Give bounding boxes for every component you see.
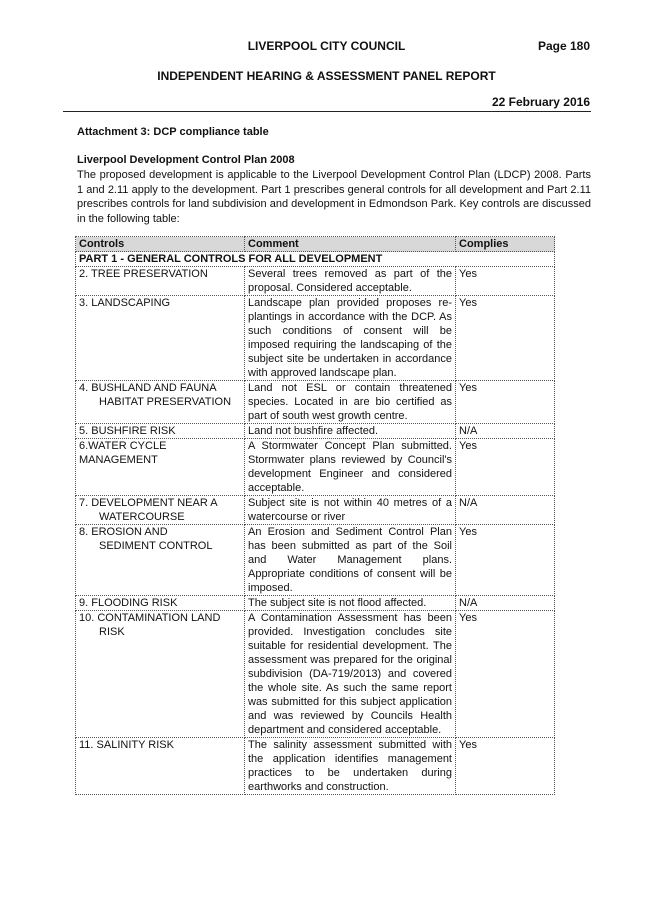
- control-cell: [76, 381, 245, 424]
- control-cell: 9. FLOODING RISK: [76, 596, 245, 611]
- comment-cell: Land not bushfire affected.: [245, 424, 456, 439]
- complies-cell: Yes: [456, 296, 555, 381]
- table-row: [76, 296, 555, 381]
- control-cell: 11. SALINITY RISK: [76, 738, 245, 795]
- complies-cell: N/A: [456, 424, 555, 439]
- section-title: PART 1 - GENERAL CONTROLS FOR ALL DEVELOPMENT: [76, 252, 555, 267]
- header-complies: Complies: [456, 237, 555, 252]
- control-cell: [76, 525, 245, 596]
- control-cell: [76, 611, 245, 738]
- page-number: Page 180: [537, 39, 590, 53]
- control-label-continued: SEDIMENT CONTROL: [99, 540, 213, 552]
- table-row: [76, 381, 555, 424]
- comment-cell: Several trees removed as part of the proposal. Considered acceptable.: [245, 267, 456, 296]
- comment-cell: A Stormwater Concept Plan submitted. Stormwater plans reviewed by Council's development Engineer and considered acceptable.: [245, 439, 456, 496]
- comment-cell: Land not ESL or contain threatened species. Located in are bio certified as part of south west growth centre.: [245, 381, 456, 424]
- plan-title: Liverpool Development Control Plan 2008: [77, 154, 295, 166]
- comment-cell: The salinity assessment submitted with the application identifies management practices to be undertaken during earthworks and construction.: [245, 738, 456, 795]
- table-row: [76, 525, 555, 596]
- control-label-continued: HABITAT PRESERVATION: [99, 396, 232, 408]
- comment-cell: A Contamination Assessment has been provided. Investigation concludes site suitable for residential development. The assessment was prepared for the original subdivision (DA-719/2013) and covered the whole site. As such the same report was submitted for this subject application and was reviewed by Councils Health department and considered acceptable.: [245, 611, 456, 738]
- table-row: [76, 496, 555, 525]
- comment-cell: Landscape plan provided proposes re-plantings in accordance with the DCP. As such conditions of consent will be imposed requiring the landscaping of the subject site be undertaken in accordance with approved landscape plan.: [245, 296, 456, 381]
- control-label-continued: WATERCOURSE: [99, 511, 185, 523]
- control-cell: [76, 496, 245, 525]
- complies-cell: Yes: [456, 611, 555, 738]
- report-date: 22 February 2016: [491, 95, 590, 109]
- complies-cell: Yes: [456, 381, 555, 424]
- control-label: 8. EROSION AND: [79, 526, 168, 538]
- intro-paragraph: The proposed development is applicable to the Liverpool Development Control Plan (LDCP) 2008. Parts 1 and 2.11 apply to the development. Part 1 prescribes general controls for all development and Part 2.11 prescribes controls for land subdivision and development in Edmondson Park. Key controls are discussed in the following table:: [77, 169, 591, 225]
- comment-cell: Subject site is not within 40 metres of a watercourse or river: [245, 496, 456, 525]
- header-divider: [63, 111, 591, 112]
- header-comment: Comment: [245, 237, 456, 252]
- table-row: [76, 439, 555, 496]
- control-label-continued: RISK: [99, 626, 125, 638]
- comment-cell: The subject site is not flood affected.: [245, 596, 456, 611]
- table-row: [76, 738, 555, 795]
- table-row: [76, 596, 555, 611]
- complies-cell: Yes: [456, 439, 555, 496]
- complies-cell: N/A: [456, 496, 555, 525]
- council-name: LIVERPOOL CITY COUNCIL: [247, 39, 406, 53]
- table-row: [76, 611, 555, 738]
- table-row: [76, 424, 555, 439]
- report-title: INDEPENDENT HEARING & ASSESSMENT PANEL REPORT: [157, 69, 496, 83]
- complies-cell: Yes: [456, 267, 555, 296]
- control-label: 4. BUSHLAND AND FAUNA: [79, 382, 217, 394]
- complies-cell: Yes: [456, 525, 555, 596]
- comment-cell: An Erosion and Sediment Control Plan has been submitted as part of the Soil and Water Management plans. Appropriate conditions of consent will be imposed.: [245, 525, 456, 596]
- header-controls: Controls: [76, 237, 245, 252]
- control-cell: 2. TREE PRESERVATION: [76, 267, 245, 296]
- control-cell: 3. LANDSCAPING: [76, 296, 245, 381]
- section-row: [76, 252, 555, 267]
- table-header-row: [76, 237, 555, 252]
- control-cell: 6.WATER CYCLE MANAGEMENT: [76, 439, 245, 496]
- complies-cell: Yes: [456, 738, 555, 795]
- dcp-compliance-table: [75, 236, 555, 795]
- complies-cell: N/A: [456, 596, 555, 611]
- table-row: [76, 267, 555, 296]
- control-label: 7. DEVELOPMENT NEAR A: [79, 497, 218, 509]
- control-cell: 5. BUSHFIRE RISK: [76, 424, 245, 439]
- control-label: 10. CONTAMINATION LAND: [79, 612, 221, 624]
- attachment-title: Attachment 3: DCP compliance table: [77, 126, 269, 138]
